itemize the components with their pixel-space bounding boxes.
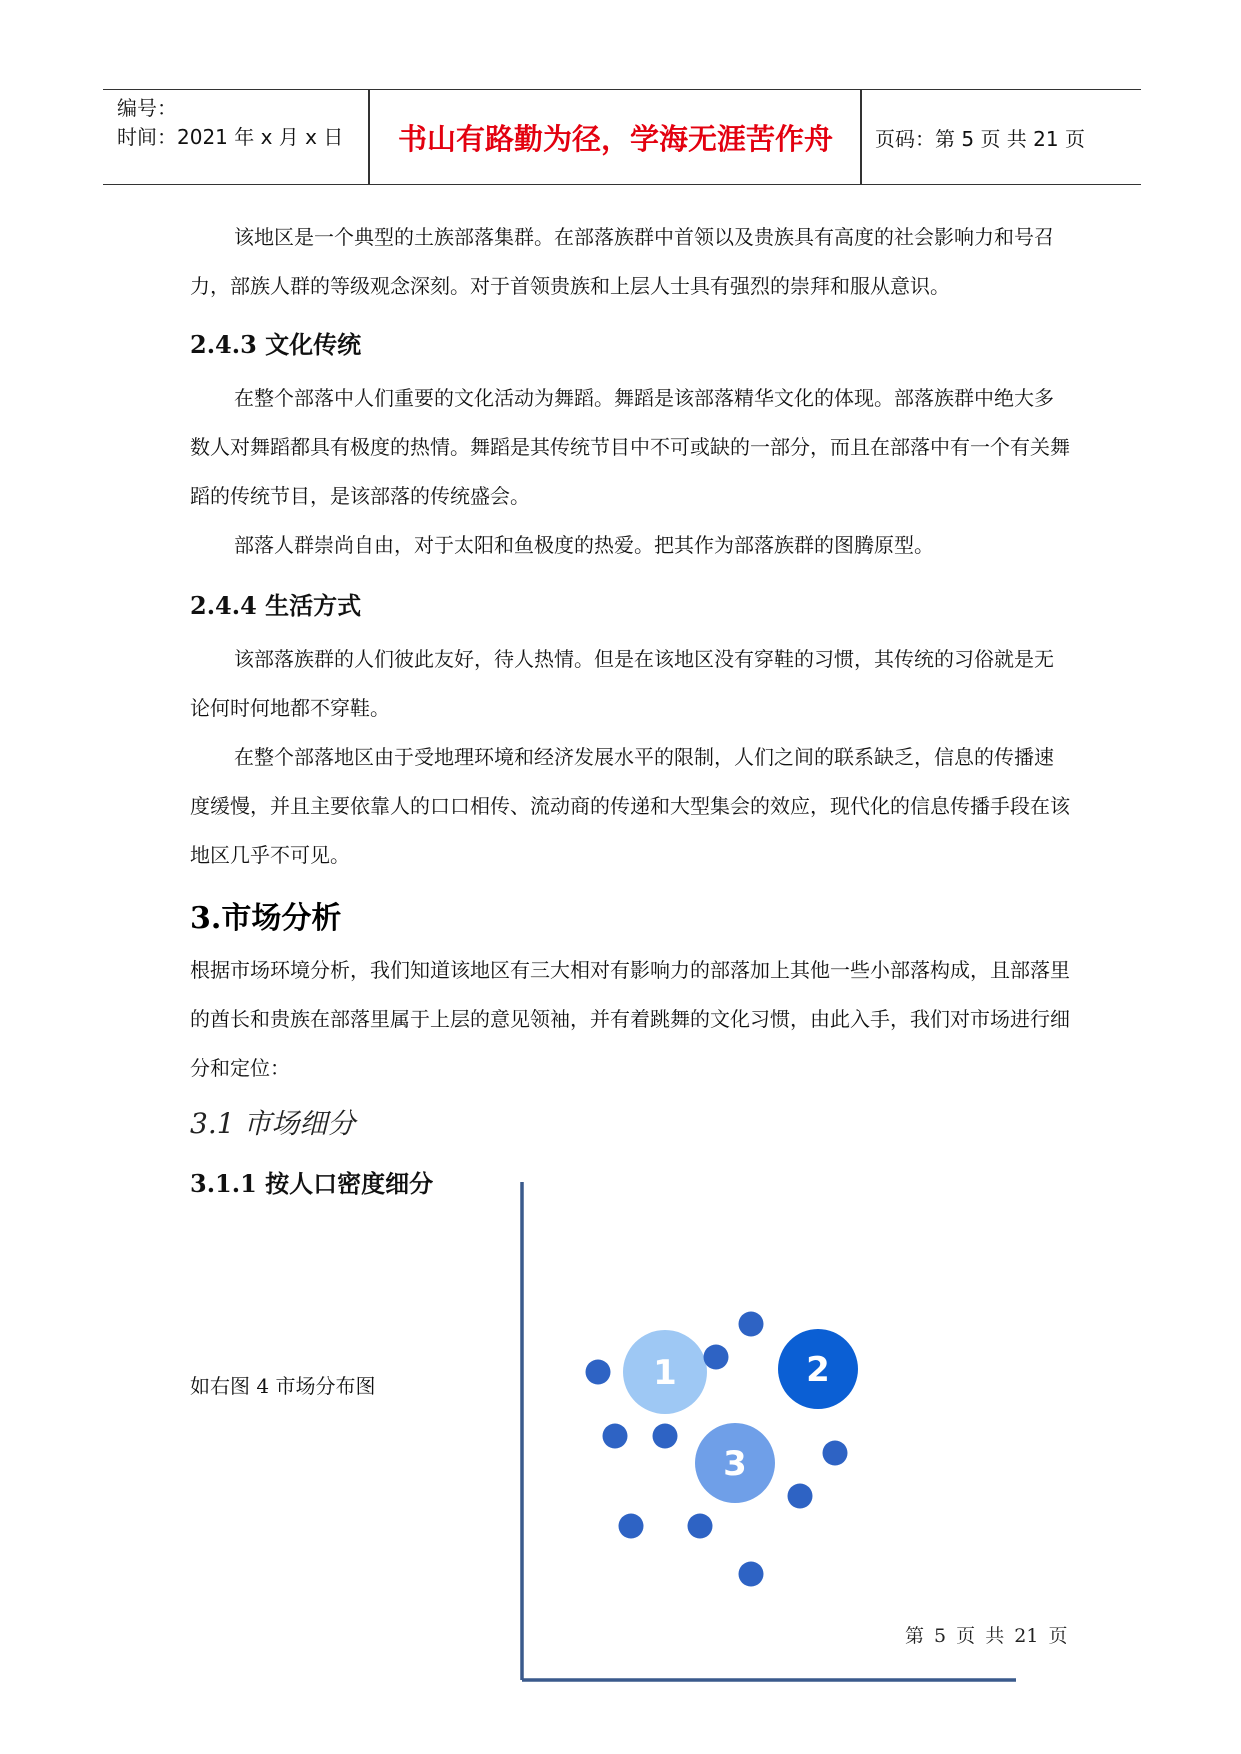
small-tribe-dot — [653, 1424, 678, 1449]
small-tribe-dot — [603, 1424, 628, 1449]
heading-2-4-3: 2.4.3 文化传统 — [190, 330, 362, 359]
small-tribe-dot — [704, 1345, 729, 1370]
header-page-label: 页码：第 5 页 共 21 页 — [875, 126, 1085, 151]
market-cluster-1-label: 1 — [653, 1353, 677, 1393]
small-tribe-dot — [586, 1360, 611, 1385]
header-divider-left — [368, 90, 370, 184]
small-tribe-dot — [619, 1514, 644, 1539]
figure-caption-text: 如右图 4 市场分布图 — [190, 1374, 376, 1398]
paragraph-totem: 部落人群崇尚自由，对于太阳和鱼极度的热爱。把其作为部落族群的图腾原型。 — [234, 533, 934, 557]
small-tribe-dot — [688, 1514, 713, 1539]
header-meta — [117, 94, 367, 152]
paragraph-information: 在整个部落地区由于受地理环境和经济发展水平的限制，人们之间的联系缺乏，信息的传播速度缓慢，并且主要依靠人的口口相传、流动商的传递和大型集会的效应，现代化的信息传播手段在该地区几乎不可见。 — [190, 745, 1070, 867]
heading-3-market-analysis: 3.市场分析 — [190, 901, 342, 936]
paragraph-market-intro: 根据市场环境分析，我们知道该地区有三大相对有影响力的部落加上其他一些小部落构成，且部落里的酋长和贵族在部落里属于上层的意见领袖，并有着跳舞的文化习惯，由此入手，我们对市场进行细分和定位： — [190, 958, 1070, 1080]
market-distribution-figure — [520, 1180, 1040, 1690]
header-number-label: 编号： — [117, 96, 177, 120]
heading-3-1-1: 3.1.1 按人口密度细分 — [190, 1169, 434, 1198]
header-motto: 书山有路勤为径，学海无涯苦作舟 — [397, 121, 833, 156]
small-tribe-dot — [739, 1562, 764, 1587]
page-header — [103, 89, 1141, 185]
heading-3-1: 3.1 市场细分 — [190, 1107, 356, 1140]
paragraph-lifestyle: 该部落族群的人们彼此友好，待人热情。但是在该地区没有穿鞋的习惯，其传统的习俗就是无论何时何地都不穿鞋。 — [190, 647, 1054, 720]
small-tribe-dot — [739, 1312, 764, 1337]
paragraph-social-structure: 该地区是一个典型的土族部落集群。在部落族群中首领以及贵族具有高度的社会影响力和号召力，部族人群的等级观念深刻。对于首领贵族和上层人士具有强烈的崇拜和服从意识。 — [190, 225, 1054, 298]
small-tribe-dot — [823, 1441, 848, 1466]
small-tribe-dot — [788, 1484, 813, 1509]
market-cluster-3-label: 3 — [723, 1444, 747, 1484]
market-cluster-2-label: 2 — [806, 1350, 830, 1390]
heading-2-4-4: 2.4.4 生活方式 — [190, 591, 362, 620]
paragraph-dance-culture: 在整个部落中人们重要的文化活动为舞蹈。舞蹈是该部落精华文化的体现。部落族群中绝大多数人对舞蹈都具有极度的热情。舞蹈是其传统节目中不可或缺的一部分，而且在部落中有一个有关舞蹈的传统节目，是该部落的传统盛会。 — [190, 386, 1070, 508]
header-divider-right — [860, 90, 862, 184]
header-time-label: 时间：2021 年 x 月 x 日 — [117, 125, 344, 149]
page-footer: 第 5 页 共 21 页 — [905, 1625, 1068, 1647]
